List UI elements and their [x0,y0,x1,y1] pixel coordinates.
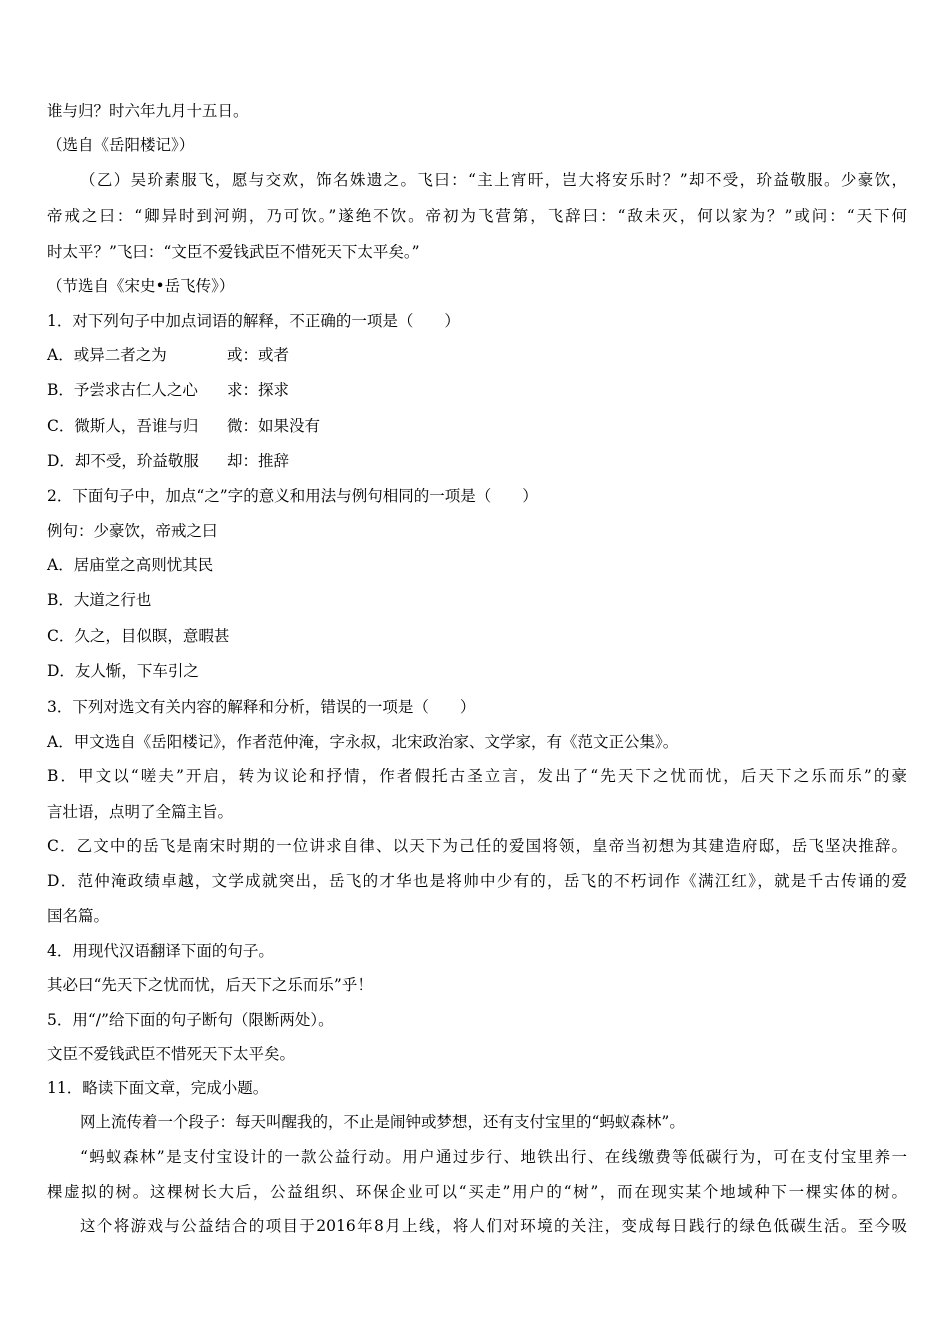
option-d-cont: 国名篇。 [47,907,110,925]
option-c: C．乙文中的岳飞是南宋时期的一位讲求自律、以天下为己任的爱国将领，皇帝当初想为其建造府邸，岳飞坚决推辞。 [47,837,907,855]
passage-line: 帝戒之曰：“卿异时到河朔，乃可饮。”遂绝不饮。帝初为飞营第，飞辞曰：“敌未灭，何以家为？”或问：“天下何 [47,207,907,225]
example-sentence: 例句：少豪饮，帝戒之曰 [47,522,218,540]
option-explanation: 求：探求 [227,381,290,399]
translate-sentence: 其必曰“先天下之忧而忧，后天下之乐而乐”乎！ [47,976,373,994]
article-line: 棵虚拟的树。这棵树长大后，公益组织、环保企业可以“买走”用户的“树”，而在现实某个地域种下一棵实体的树。 [47,1183,907,1201]
option-b: B．大道之行也 [47,591,152,609]
option-c: C．久之，目似瞑，意暇甚 [47,627,230,645]
article-line: 网上流传着一个段子：每天叫醒我的，不止是闹钟或梦想，还有支付宝里的“蚂蚁森林”。 [80,1113,685,1131]
question-4: 4．用现代汉语翻译下面的句子。 [47,942,274,960]
option-text: B．予尝求古仁人之心 [47,381,198,399]
question-3: 3．下列对选文有关内容的解释和分析，错误的一项是（ ） [47,698,476,716]
option-explanation: 或：或者 [227,346,290,364]
text-line: 谁与归？时六年九月十五日。 [47,102,249,120]
question-2: 2．下面句子中，加点“之”字的意义和用法与例句相同的一项是（ ） [47,487,538,505]
article-line: “蚂蚁森林”是支付宝设计的一款公益行动。用户通过步行、地铁出行、在线缴费等低碳行为，可在支付宝里养一 [80,1148,907,1166]
option-d [47,450,907,472]
option-explanation: 微：如果没有 [227,417,321,435]
option-b-cont: 言壮语，点明了全篇主旨。 [47,803,234,821]
punctuate-sentence: 文臣不爱钱武臣不惜死天下太平矣。 [47,1045,296,1063]
option-d: D．范仲淹政绩卓越，文学成就突出，岳飞的才华也是将帅中少有的，岳飞的不朽词作《满江红》，就是千古传诵的爱 [47,872,907,890]
question-1: 1．对下列句子中加点词语的解释，不正确的一项是（ ） [47,312,460,330]
passage-line: 时太平？”飞曰：“文臣不爱钱武臣不惜死天下太平矣。” [47,243,420,261]
option-explanation: 却：推辞 [227,452,290,470]
option-b [47,379,907,401]
option-a [47,344,907,366]
option-d: D．友人惭，下车引之 [47,662,199,680]
option-text: D．却不受，玠益敬服 [47,452,199,470]
option-text: C．微斯人，吾谁与归 [47,417,199,435]
option-b: B．甲文以“嗟夫”开启，转为议论和抒情，作者假托古圣立言，发出了“先天下之忧而忧，后天下之乐而乐”的豪 [47,767,907,785]
question-11: 11．略读下面文章，完成小题。 [47,1079,269,1097]
source-note: （节选自《宋史•岳飞传》） [47,277,235,295]
option-a: A．甲文选自《岳阳楼记》，作者范仲淹，字永叔，北宋政治家、文学家，有《范文正公集》。 [47,733,679,751]
passage-line: （乙）吴玠素服飞，愿与交欢，饰名姝遗之。飞曰：“主上宵旰，岂大将安乐时？”却不受，玠益敬服。少豪饮， [80,171,907,189]
option-a: A．居庙堂之高则忧其民 [47,556,214,574]
question-5: 5．用“/”给下面的句子断句（限断两处）。 [47,1011,334,1029]
option-text: A．或异二者之为 [47,346,167,364]
option-c [47,415,907,437]
article-line: 这个将游戏与公益结合的项目于2016年8月上线，将人们对环境的关注，变成每日践行的绿色低碳生活。至今吸 [80,1217,907,1235]
source-note: （选自《岳阳楼记》） [47,136,195,154]
